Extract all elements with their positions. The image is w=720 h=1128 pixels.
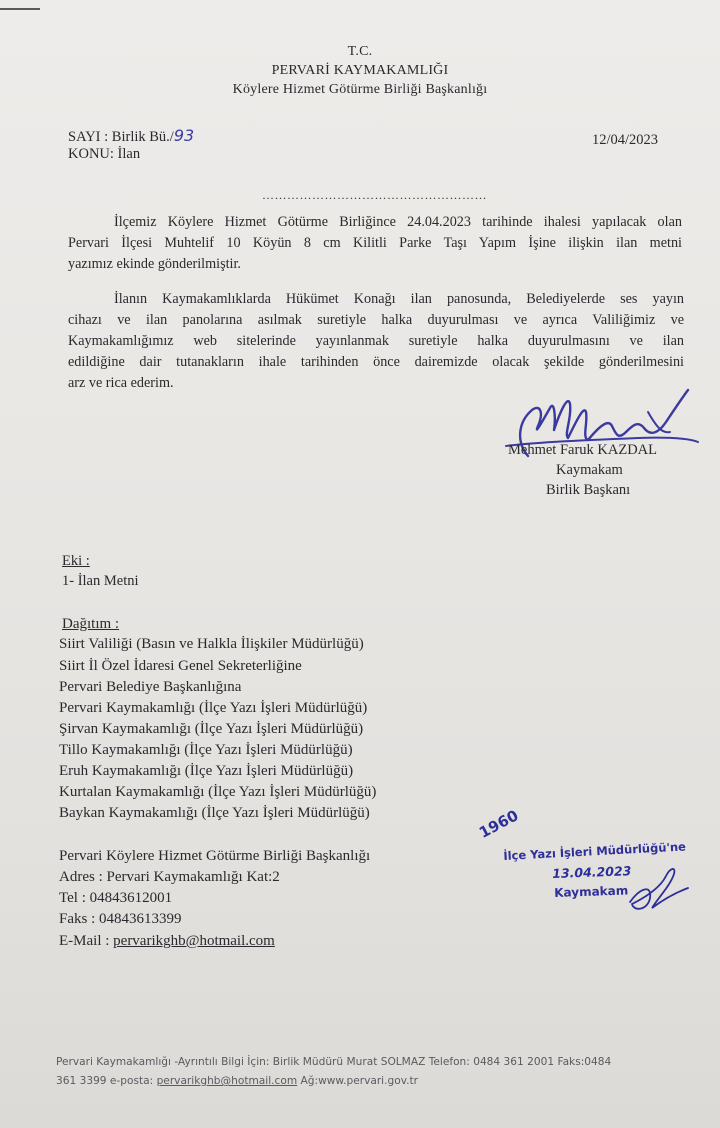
signer-name: Mehmet Faruk KAZDAL [508, 442, 658, 458]
signer-role: Birlik Başkanı [546, 482, 631, 498]
konu-value: İlan [117, 146, 141, 162]
paragraph-line: İlanın Kaymakamlıklarda Hükümet Konağı ilan panosunda, Belediyelerde ses yayın [114, 291, 684, 307]
header-org: PERVARİ KAYMAKAMLIĞI [271, 63, 449, 78]
paragraph-line: İlçemiz Köylere Hizmet Götürme Birliğince 24.04.2023 tarihinde ihalesi yapılacak olan [114, 214, 682, 230]
footer-website: Ağ:www.pervari.gov.tr [297, 1075, 419, 1087]
sayi-label: SAYI [68, 129, 101, 145]
contact-email-link[interactable]: pervarikghb@hotmail.com [113, 933, 275, 949]
document-date: 12/04/2023 [592, 132, 659, 148]
stamp-number: 1960 [476, 806, 522, 842]
contact-email-label: E-Mail : [59, 933, 114, 949]
contact-email-row [59, 931, 275, 952]
distribution-item: Kurtalan Kaymakamlığı (İlçe Yazı İşleri Müdürlüğü) [59, 784, 377, 800]
header-dept: Köylere Hizmet Götürme Birliği Başkanlığı [232, 82, 488, 97]
distribution-item: Pervari Kaymakamlığı (İlçe Yazı İşleri Müdürlüğü) [59, 700, 368, 716]
konu-row [68, 146, 140, 163]
distribution-item: Siirt İl Özel İdaresi Genel Sekreterliğine [59, 658, 302, 674]
stamp-office: İlçe Yazı İşleri Müdürlüğü'ne [503, 839, 687, 863]
attachment-item: 1- İlan Metni [62, 573, 139, 589]
distribution-label: Dağıtım : [62, 616, 120, 632]
paragraph-line: cihazı ve ilan panolarına asılmak suretiyle halka duyurulması ve ayrıca Valiliğimiz ve [68, 312, 684, 328]
contact-fax: Faks : 04843613399 [59, 911, 182, 927]
distribution-item: Eruh Kaymakamlığı (İlçe Yazı İşleri Müdürlüğü) [59, 763, 354, 779]
paragraph-line: yazımız ekinde gönderilmiştir. [68, 256, 241, 272]
paragraph-line: edildiğine dair tutanakların ihale tarihinden önce dairemizde olacak şekilde gönderilmesini [68, 354, 684, 370]
contact-org: Pervari Köylere Hizmet Götürme Birliği Başkanlığı [59, 848, 371, 864]
stamp-date: 13.04.2023 [552, 863, 632, 881]
body-paragraph-2 [68, 289, 684, 394]
sayi-row [68, 126, 194, 146]
footer-email-label: 361 3399 e-posta: [56, 1075, 157, 1087]
sayi-number: 93 [173, 126, 195, 145]
sayi-value: : Birlik Bü./ [104, 129, 174, 145]
contact-phone: Tel : 04843612001 [59, 890, 173, 906]
contact-address: Adres : Pervari Kaymakamlığı Kat:2 [59, 869, 280, 885]
distribution-item: Siirt Valiliği (Basın ve Halkla İlişkiler Müdürlüğü) [59, 636, 364, 652]
paragraph-line: Kaymakamlığımız web sitelerinde yayınlanmak suretiyle halka duyurulmasını ve ilan [68, 333, 684, 349]
distribution-item: Pervari Belediye Başkanlığına [59, 679, 242, 695]
footer-line-1: Pervari Kaymakamlığı -Ayrıntılı Bilgi İçin: Birlik Müdürü Murat SOLMAZ Telefon: 0484 361 2001 Faks:0484 [56, 1056, 612, 1068]
paragraph-line: arz ve rica ederim. [68, 375, 174, 391]
footer-email-link[interactable]: pervarikghb@hotmail.com [156, 1075, 298, 1087]
distribution-item: Şirvan Kaymakamlığı (İlçe Yazı İşleri Müdürlüğü) [59, 721, 364, 737]
distribution-item: Baykan Kaymakamlığı (İlçe Yazı İşleri Müdürlüğü) [59, 805, 370, 821]
stamp-title: Kaymakam [554, 883, 629, 900]
attachments-label: Eki : [62, 553, 90, 569]
konu-label: KONU: [68, 146, 114, 162]
header-tc: T.C. [347, 44, 373, 59]
stamp-initials [600, 858, 696, 916]
footer-line-2 [56, 1072, 418, 1090]
addressee-line: ……………………………………………… [262, 188, 487, 202]
body-paragraph-1 [68, 212, 682, 275]
signer-title: Kaymakam [556, 462, 623, 478]
paragraph-line: Pervari İlçesi Muhtelif 10 Köyün 8 cm Kilitli Parke Taşı Yapım İşine ilişkin ilan metni [68, 235, 682, 251]
corner-mark [0, 8, 40, 10]
distribution-item: Tillo Kaymakamlığı (İlçe Yazı İşleri Müdürlüğü) [59, 742, 353, 758]
